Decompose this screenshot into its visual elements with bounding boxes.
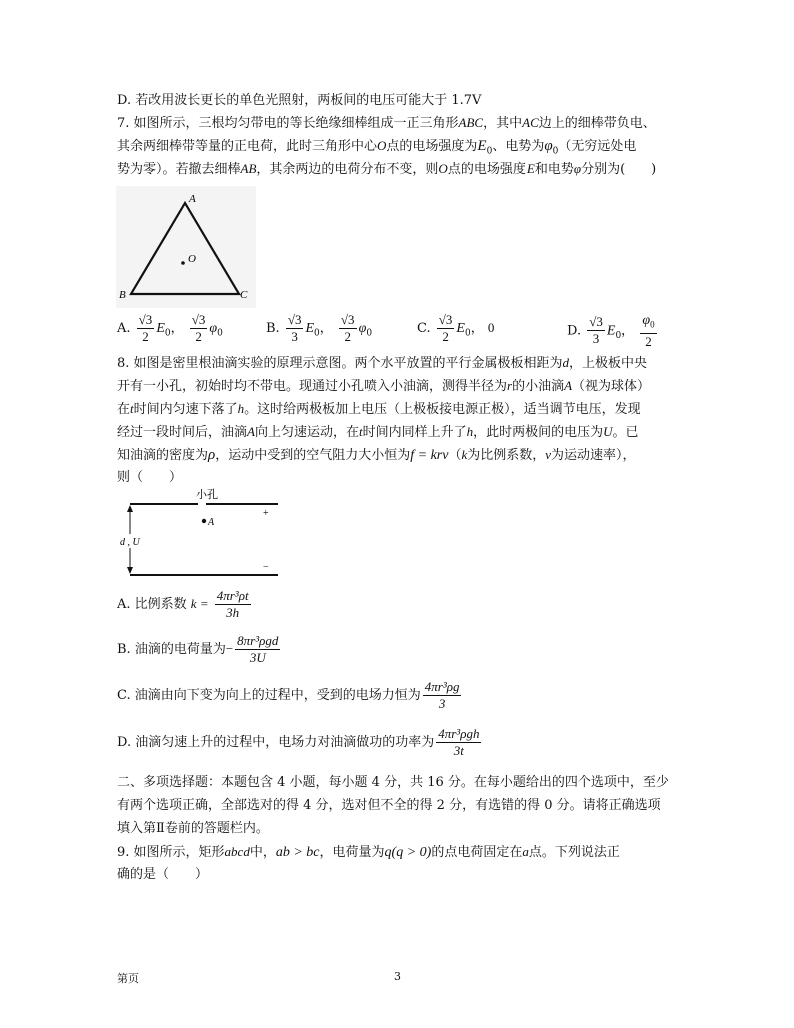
q9-var: q [384,845,392,860]
q8-text: 知油滴的密度为 [117,448,209,463]
q7-text: 分别为( ) [581,162,657,177]
option-label: D. [567,323,582,339]
page-number: 3 [394,970,401,983]
q8-text: 8. 如图是密里根油滴实验的原理示意图。两个水平放置的平行金属极板相距为 [117,356,563,371]
q8-line-3 [117,398,641,421]
option-text: D. 油滴匀速上升的过程中，电场力对油滴做功的功率为 [117,735,435,750]
q7-text: 、电势为 [492,139,545,154]
vertex-c-label: C [240,289,248,301]
q9-text: ，电荷量为 [319,845,385,860]
option-label: A. [117,321,131,336]
q8-option-b[interactable] [117,633,282,666]
q7-phi0: φ [544,138,553,154]
q8-var: r [507,378,513,393]
frac-den: 3 [438,696,446,711]
q8-text: 为运动速率）， [551,448,636,463]
q7-text: ，其余两边的电荷分布不变，则 [256,162,439,177]
q8-text: 为比例系数， [467,448,546,463]
frac-num: 4πr³ρt [216,588,249,603]
q8-var: t [130,401,134,416]
q7-text: 7. 如图所示，三根均匀带电的等长绝缘细棒组成一正三角形 [117,116,459,131]
option-lhs: k = [190,596,209,611]
footer-left: 第页 [117,972,139,985]
frac-num: 8πr³ρgd [237,633,279,648]
frac-den: 3 [291,329,298,344]
q8-var: k [461,447,468,462]
q9-var: a [522,844,529,859]
q8-option-c[interactable] [117,679,463,712]
q7-option-a[interactable] [117,312,223,345]
q8-text: （视为球体） [572,379,651,394]
frac-den: 2 [645,333,652,349]
frac-den: 3h [226,605,240,620]
section2-line-1 [117,772,669,794]
q8-text: 开有一小孔，初始时均不带电。现通过小孔喷入小油滴，测得半径为 [117,379,508,394]
q8-text: 经过一段时间后，油滴 [117,425,248,440]
fraction [235,633,280,666]
phi0: φ [642,313,651,328]
q7-point-o: O [438,161,448,176]
q8-var: U [603,424,613,439]
frac-num: √3 [138,312,153,327]
fraction [437,312,455,345]
frac-num: √3 [287,312,302,327]
q8-text: 。这时给两极板加上电压（上极板接电源正极），适当调节电压，发现 [244,402,641,417]
q8-var: A [247,424,255,439]
q8-var: t [358,424,363,439]
q8-formula: f = krv [410,448,449,463]
fraction [423,679,462,712]
q9-condition: (q > 0) [391,845,432,860]
q8-text: 。已 [612,425,639,440]
q7-option-d[interactable] [567,312,659,350]
q7-option-b[interactable] [266,312,372,345]
section2-line-2 [117,795,661,817]
phi0: φ [209,321,218,336]
q7-side-ac: AC [522,115,539,130]
q8-line-5 [117,444,636,467]
frac-den: 2 [344,329,351,344]
comma: ， [621,323,635,339]
q8-var: A [564,378,573,393]
q7-side-ab: AB [240,161,257,176]
frac-num: √3 [340,312,355,327]
q7-text: 点的电场强度为 [386,139,478,154]
q9-text: 中， [249,845,276,860]
fraction [436,726,481,759]
q8-text: 则（ ） [117,470,183,485]
q8-var: h [237,401,245,416]
fraction [137,312,155,345]
option-label: B. [266,321,280,336]
q8-text: 向上匀速运动，在 [254,425,359,440]
vertex-a-label: A [189,193,196,205]
zero: 0 [487,320,495,335]
sub: 0 [650,319,655,330]
sub: 0 [164,328,171,339]
prev-option-d-text: D. 若改用波长更长的单色光照射，两板间的电压可能大于 1.7V [117,93,482,108]
hole-label: 小孔 [196,489,218,501]
q8-text: ，运动中受到的空气阻力大小恒为 [215,448,411,463]
q9-inequality: ab > bc [275,845,320,860]
frac-num: √3 [589,314,603,330]
sub: 0 [615,330,622,341]
frac-num: √3 [191,312,206,327]
q7-text: （无穷远处电 [558,139,637,154]
comma: ， [470,321,484,336]
center-point-o [181,261,185,265]
center-o-label: O [188,253,196,265]
q7-sub: 0 [486,146,493,157]
q7-text: 势为零）。若撤去细棒 [117,162,241,177]
arrow-head-down [127,567,133,574]
q8-option-d[interactable] [117,726,483,759]
option-label: C. [417,321,431,336]
q8-option-a[interactable] [117,588,253,621]
fraction [640,312,656,350]
q8-text: ，上极板中央 [569,356,648,371]
q7-text: 和电势 [534,162,574,177]
q7-phi: φ [573,161,582,176]
q7-triangle-name: ABC [458,115,484,130]
section-text: 填入第Ⅱ卷前的答题栏内。 [117,821,269,836]
q9-text: 9. 如图所示，矩形 [117,845,225,860]
arrow-head-up [127,505,133,512]
q8-var: h [466,424,474,439]
oil-drop-a [202,519,206,523]
q7-triangle-figure [116,186,256,308]
frac-num [640,312,656,334]
q8-text: （ [448,448,462,463]
q7-sub: 0 [552,146,559,157]
frac-den: 2 [142,329,149,344]
plus-sign: + [263,508,269,519]
e0: E [305,321,315,336]
q8-text: 的小油滴 [512,379,565,394]
q9-line-2 [117,864,208,886]
frac-den: 2 [195,329,202,344]
section-text: 有两个选项正确，全部选对的得 4 分，选对但不全的得 2 分，有选错的得 0 分。请将正确选项 [117,798,661,813]
q7-e0: E [477,138,487,154]
minus-sign: − [263,562,269,573]
section2-line-3 [117,818,269,840]
frac-den: 3U [249,650,266,665]
fraction [286,312,304,345]
q7-text: 点的电场强度 [447,162,526,177]
q9-text: 确的是（ ） [117,867,209,882]
fraction [339,312,357,345]
q8-text: 在 [117,402,131,417]
q9-var: abcd [224,844,250,859]
sub: 0 [464,328,471,339]
fraction [215,588,251,621]
q7-point-o: O [377,138,387,153]
q7-text: ，其中 [483,116,523,131]
q8-line-2 [117,375,650,398]
q8-plates-figure [116,486,286,582]
fraction [587,314,605,347]
q9-text: 点。下列说法正 [528,845,620,860]
comma: ， [170,321,184,336]
e0: E [456,321,465,336]
minus-sign: − [225,641,234,656]
section-text: 二、多项选择题：本题包含 4 小题，每小题 4 分，共 16 分。在每小题给出的四个选项中，至少 [117,775,669,790]
q7-e: E [526,161,535,176]
q8-line-4 [117,421,639,444]
q9-text: 的点电荷固定在 [431,845,523,860]
q8-var: ρ [208,447,216,463]
sub: 0 [217,328,223,339]
q8-text: 时间内同样上升了 [362,425,467,440]
vertex-b-label: B [119,289,126,301]
q9-line-1 [117,841,620,864]
q8-text: 时间内匀速下落了 [133,402,238,417]
option-text: B. 油滴的电荷量为 [117,642,226,657]
distance-voltage-label: d , U [120,537,140,548]
q7-text: 边上的细棒带负电、 [538,116,656,131]
q8-line-1 [117,352,647,375]
q7-text: 其余两细棒带等量的正电荷，此时三角形中心 [117,139,378,154]
e0: E [156,321,165,336]
q8-var: d [562,355,570,370]
q7-line-3 [117,158,656,181]
oil-drop-label: A [208,517,215,528]
comma: ， [319,321,333,336]
phi0: φ [358,321,367,336]
frac-num: √3 [438,312,453,327]
q7-option-c[interactable] [417,312,494,345]
frac-den: 2 [442,329,449,344]
sub: 0 [314,328,320,339]
prev-option-d [117,90,481,112]
q8-var: v [545,447,552,462]
frac-den: 3 [592,331,600,347]
option-text: C. 油滴由向下变为向上的过程中，受到的电场力恒为 [117,688,421,703]
fraction [190,312,208,345]
frac-den: 3t [453,743,464,758]
frac-num: 4πr³ρgh [438,726,480,741]
q7-line-1 [117,112,656,135]
frac-num: 4πr³ρg [424,679,460,694]
option-text: A. 比例系数 [117,597,187,612]
e0: E [606,323,616,339]
q8-text: ，此时两极间的电压为 [473,425,604,440]
sub: 0 [366,328,373,339]
